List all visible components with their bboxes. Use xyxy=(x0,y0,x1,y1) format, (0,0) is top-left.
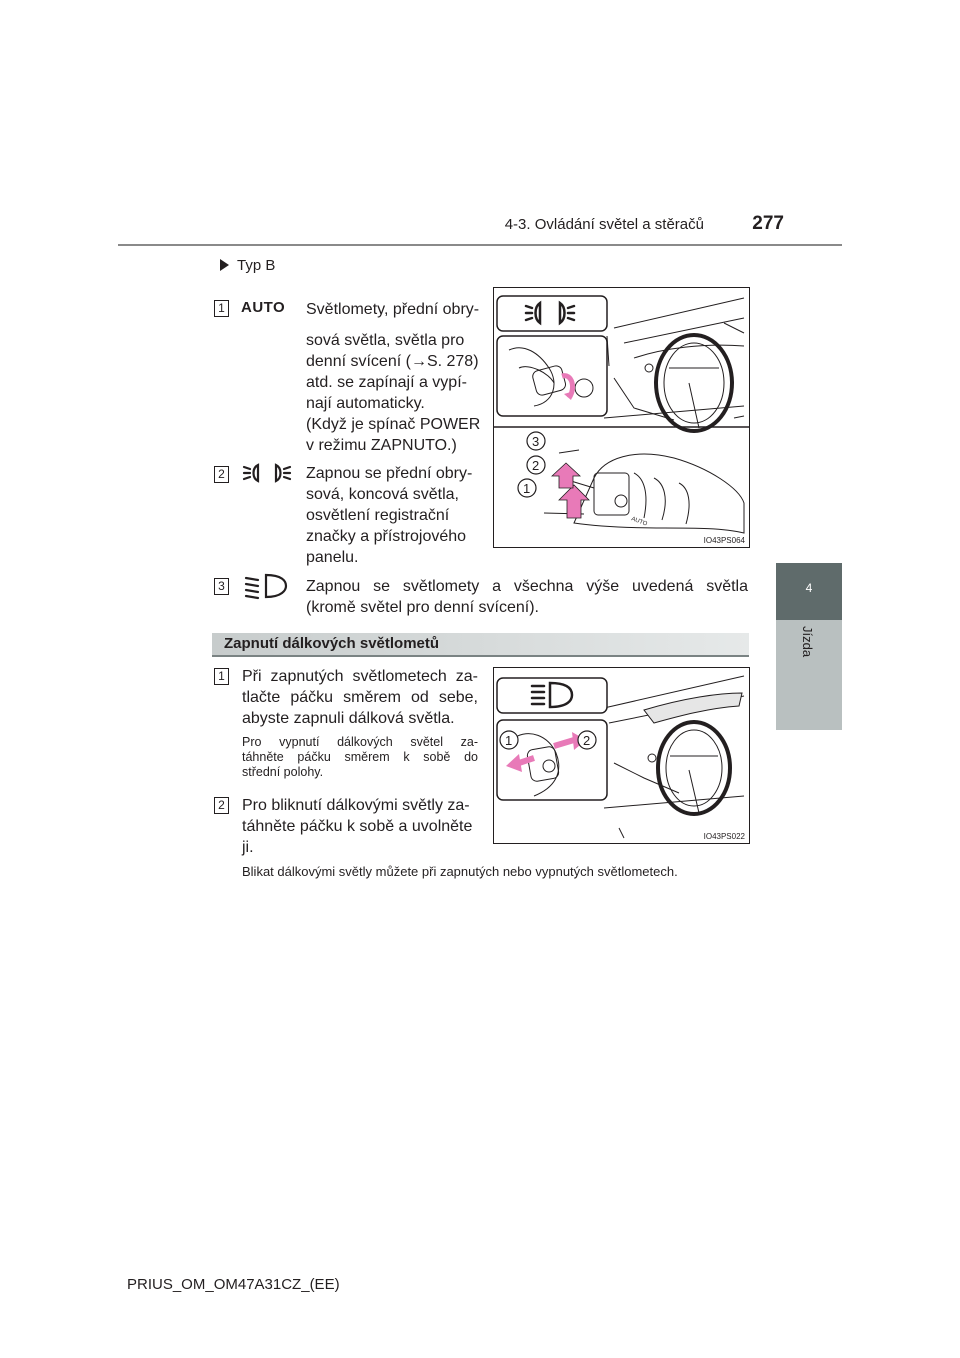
high-item-1-note: Pro vypnutí dálkových světel za- táhněte páčku směrem k sobě do střední polohy. xyxy=(242,735,478,779)
item-number-1: 1 xyxy=(214,300,229,317)
figure-light-switch xyxy=(493,287,750,548)
chapter-tab[interactable] xyxy=(776,563,842,620)
header-rule xyxy=(118,244,842,246)
chapter-number: 4 xyxy=(805,581,813,595)
item-3-text: Zapnou se světlomety a všechna výše uvedená světla (kromě světel pro denní svícení). xyxy=(306,578,748,616)
high-item-number-2: 2 xyxy=(214,797,229,814)
high-item-number-1: 1 xyxy=(214,668,229,685)
item-number-3: 3 xyxy=(214,578,229,595)
callout-hb-2: 2 xyxy=(583,733,591,748)
chapter-label: Jízda xyxy=(800,626,815,658)
high-item-2-text: Pro bliknutí dálkovými světly za- táhněte páčku k sobě a uvolněte ji. xyxy=(242,797,473,856)
header-section-title: 4-3. Ovládání světel a stěračů xyxy=(504,216,704,233)
knob-auto-label: AUTO xyxy=(630,516,648,528)
figure-1-code: IO43PS064 xyxy=(703,536,745,545)
callout-2: 2 xyxy=(532,458,540,473)
headlight-low-icon xyxy=(244,572,290,600)
item-1-text: Světlomety, přední obry- sová světla, světla pro denní svícení (→S. 278) atd. se zapínají a vypí- nají automaticky. (Když je spínač POWER v režimu ZAPNUTO.) xyxy=(306,301,481,454)
callout-3: 3 xyxy=(532,434,540,449)
item-number-2: 2 xyxy=(214,466,229,483)
callout-1: 1 xyxy=(523,481,531,496)
parking-light-icon xyxy=(242,462,292,484)
page-number: 277 xyxy=(752,213,784,234)
auto-icon-label: AUTO xyxy=(241,299,286,316)
callout-hb-1: 1 xyxy=(505,733,513,748)
triangle-bullet-icon xyxy=(220,259,229,271)
type-bullet: Typ B xyxy=(220,257,275,274)
figure-2-code: IO43PS022 xyxy=(703,832,745,841)
high-item-1-text: Při zapnutých světlometech za- tlačte páčku směrem od sebe, abyste zapnuli dálková světla. xyxy=(242,668,478,727)
flash-note: Blikat dálkovými světly můžete při zapnutých nebo vypnutých světlometech. xyxy=(242,864,678,879)
figure-high-beam xyxy=(493,667,750,844)
item-2-text: Zapnou se přední obry- sová, koncová světla, osvětlení registrační značky a přístrojového panelu. xyxy=(306,465,473,566)
section-header xyxy=(212,633,749,657)
footer-doc-id: PRIUS_OM_OM47A31CZ_(EE) xyxy=(127,1276,340,1293)
section-title: Zapnutí dálkových světlometů xyxy=(224,635,440,652)
